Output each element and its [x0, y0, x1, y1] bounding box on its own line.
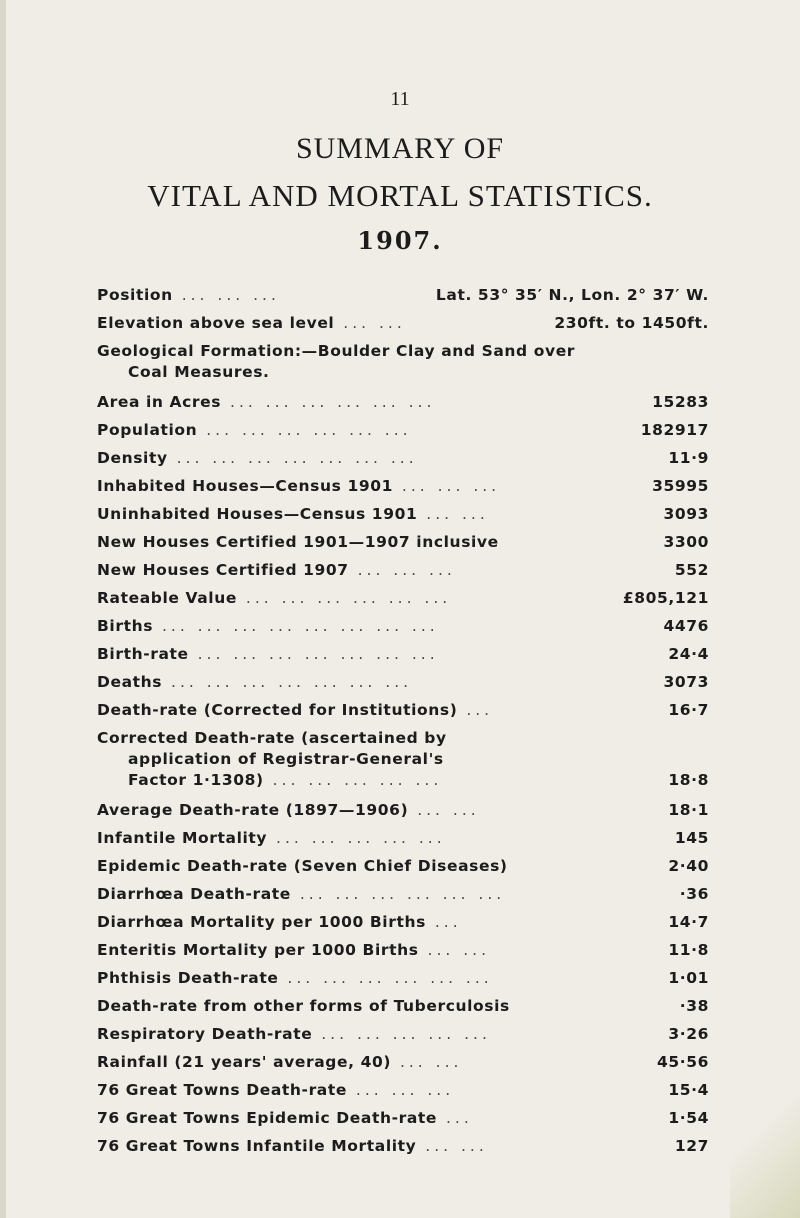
stat-label: Population	[97, 421, 198, 439]
stat-label: 76 Great Towns Infantile Mortality	[97, 1137, 417, 1155]
stat-value: 11·9	[668, 449, 709, 467]
leader-dots: ... ... ... ... ... ...	[221, 393, 436, 411]
stat-value: 4476	[663, 617, 709, 635]
stat-label: Infantile Mortality	[97, 829, 268, 847]
position-value: Lat. 53° 35′ N., Lon. 2° 37′ W.	[435, 286, 709, 304]
leader-dots: ... ...	[418, 941, 491, 959]
stat-value: 145	[674, 829, 709, 847]
stat-label: 76 Great Towns Epidemic Death-rate	[97, 1109, 438, 1127]
stat-value: 11·8	[668, 941, 709, 959]
stat-value: 3093	[663, 505, 709, 523]
stat-value: 3·26	[668, 1025, 709, 1043]
stat-value: 3073	[663, 673, 709, 691]
stat-label: Diarrhœa Mortality per 1000 Births	[97, 913, 426, 931]
stat-label: Phthisis Death-rate	[97, 969, 279, 987]
stat-value: ·38	[679, 997, 709, 1015]
stat-value: 127	[674, 1137, 709, 1155]
stat-label: 76 Great Towns Death-rate	[97, 1081, 347, 1099]
elevation-label: Elevation above sea level	[97, 314, 335, 332]
stat-value: 3300	[663, 533, 709, 551]
stat-label: Epidemic Death-rate (Seven Chief Diseases)	[97, 857, 508, 875]
leader-dots: ... ... ... ... ... ...	[278, 969, 493, 987]
stat-value: 182917	[640, 421, 709, 439]
elevation-value: 230ft. to 1450ft.	[554, 314, 709, 332]
stat-label: Uninhabited Houses—Census 1901	[97, 505, 418, 523]
stat-value: 2·40	[668, 857, 709, 875]
leader-dots: ...	[457, 701, 494, 719]
leader-dots: ... ... ... ... ... ... ...	[167, 449, 418, 467]
stat-label: Deaths	[97, 673, 163, 691]
stat-label: Diarrhœa Death-rate	[97, 885, 291, 903]
stat-label: Rateable Value	[97, 589, 237, 607]
stat-value: 24·4	[668, 645, 709, 663]
leader-dots: ... ... ... ... ... ... ...	[188, 645, 439, 663]
leader-dots: ... ... ... ... ...	[263, 771, 443, 789]
leader-dots: ... ... ... ... ...	[267, 829, 446, 847]
stat-value: 15·4	[668, 1081, 709, 1099]
leader-dots: ... ... ...	[172, 286, 280, 304]
stat-value: 45·56	[656, 1053, 709, 1071]
stat-label: Inhabited Houses—Census 1901	[97, 477, 393, 495]
leader-dots: ... ... ... ... ... ...	[290, 885, 506, 903]
page-number: 11	[390, 88, 410, 110]
stat-value: ·36	[679, 885, 709, 903]
leader-dots: ... ... ... ... ... ... ... ...	[153, 617, 439, 635]
leader-dots: ... ... ... ... ... ...	[236, 589, 452, 607]
stat-label: Area in Acres	[97, 393, 222, 411]
stat-label: Rainfall (21 years' average, 40)	[97, 1053, 392, 1071]
year-heading: 1907.	[357, 226, 443, 255]
leader-dots: ... ...	[391, 1053, 463, 1071]
leader-dots: ... ...	[416, 1137, 488, 1155]
stat-label: Births	[97, 617, 154, 635]
stat-value: 15283	[652, 393, 709, 411]
leader-dots: ... ... ... ... ... ...	[197, 421, 412, 439]
leader-dots: ...	[425, 913, 462, 931]
leader-dots: ... ... ...	[392, 477, 501, 495]
stat-label: Enteritis Mortality per 1000 Births	[97, 941, 419, 959]
leader-dots: ... ... ... ... ... ... ...	[162, 673, 413, 691]
leader-dots: ... ... ...	[348, 561, 456, 579]
stat-value: 1·54	[668, 1109, 709, 1127]
stat-label: Birth-rate	[97, 645, 189, 663]
stat-label: New Houses Certified 1901—1907 inclusive	[97, 533, 499, 551]
title-line-2: VITAL AND MORTAL STATISTICS.	[147, 178, 653, 213]
leader-dots: ... ... ... ... ...	[312, 1025, 491, 1043]
corrected-line-2: application of Registrar-General's	[128, 750, 444, 768]
leader-dots: ...	[437, 1109, 473, 1127]
page-corner-stain	[730, 1068, 800, 1218]
corrected-value: 18·8	[668, 771, 709, 789]
position-label: Position	[97, 286, 173, 304]
geology-line-1: Geological Formation:—Boulder Clay and Sand over	[97, 342, 576, 360]
stat-label: Death-rate from other forms of Tuberculosis	[97, 997, 510, 1015]
corrected-line-3: Factor 1·1308)	[128, 771, 264, 789]
stat-label: Density	[97, 449, 168, 467]
stat-value: 552	[674, 561, 709, 579]
leader-dots: ... ...	[334, 314, 406, 332]
leader-dots: ... ...	[417, 505, 489, 523]
stat-value: £805,121	[622, 589, 709, 607]
title-line-1: SUMMARY OF	[295, 132, 505, 165]
leader-dots: ... ...	[408, 801, 480, 819]
leader-dots: ... ... ...	[347, 1081, 455, 1099]
geology-line-2: Coal Measures.	[128, 363, 270, 381]
stat-value: 18·1	[668, 801, 709, 819]
stat-value: 1·01	[668, 969, 709, 987]
stat-label: Respiratory Death-rate	[97, 1025, 313, 1043]
stat-label: New Houses Certified 1907	[97, 561, 349, 579]
stat-label: Death-rate (Corrected for Institutions)	[97, 701, 458, 719]
stat-label: Average Death-rate (1897—1906)	[97, 801, 409, 819]
stat-value: 16·7	[668, 701, 709, 719]
corrected-line-1: Corrected Death-rate (ascertained by	[97, 729, 447, 747]
stat-value: 14·7	[668, 913, 709, 931]
stat-value: 35995	[652, 477, 709, 495]
